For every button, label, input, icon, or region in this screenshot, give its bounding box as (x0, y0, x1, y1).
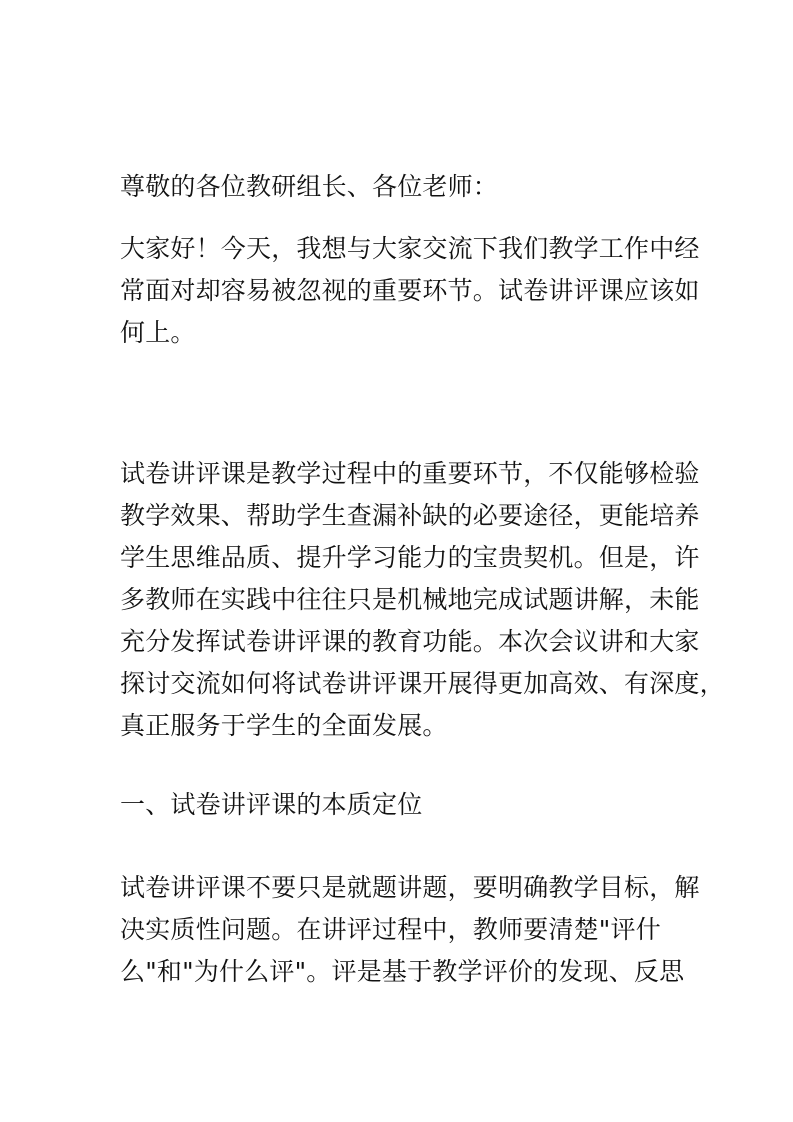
intro-line: 大家好！今天，我想与大家交流下我们教学工作中经 (120, 234, 700, 263)
body-line: 学生思维品质、提升学习能力的宝贵契机。但是，许 (120, 543, 700, 572)
body-line: 充分发挥试卷讲评课的教育功能。本次会议讲和大家 (120, 627, 700, 656)
section-line: 决实质性问题。在讲评过程中，教师要清楚"评什 (120, 915, 661, 944)
body-line: 多教师在实践中往往只是机械地完成试题讲解，未能 (120, 585, 700, 614)
intro-line: 何上。 (120, 318, 196, 347)
section-line: 么"和"为什么评"。评是基于教学评价的发现、反思 (120, 957, 685, 986)
section-heading-text: 一、试卷讲评课的本质定位 (120, 790, 423, 819)
body-line: 试卷讲评课是教学过程中的重要环节，不仅能够检验 (120, 459, 700, 488)
greeting-line (120, 166, 498, 208)
body-line: 真正服务于学生的全面发展。 (120, 711, 448, 740)
body-line: 探讨交流如何将试卷讲评课开展得更加高效、有深度， (120, 669, 725, 698)
intro-line: 常面对却容易被忽视的重要环节。试卷讲评课应该如 (120, 276, 700, 305)
section-paragraph (120, 867, 700, 993)
body-line: 教学效果、帮助学生查漏补缺的必要途径，更能培养 (120, 501, 700, 530)
greeting-text: 尊敬的各位教研组长、各位老师： (120, 172, 499, 201)
section-line: 试卷讲评课不要只是就题讲题，要明确教学目标，解 (120, 873, 700, 902)
intro-paragraph (120, 228, 700, 354)
section-heading (120, 784, 422, 826)
body-paragraph (120, 453, 725, 747)
